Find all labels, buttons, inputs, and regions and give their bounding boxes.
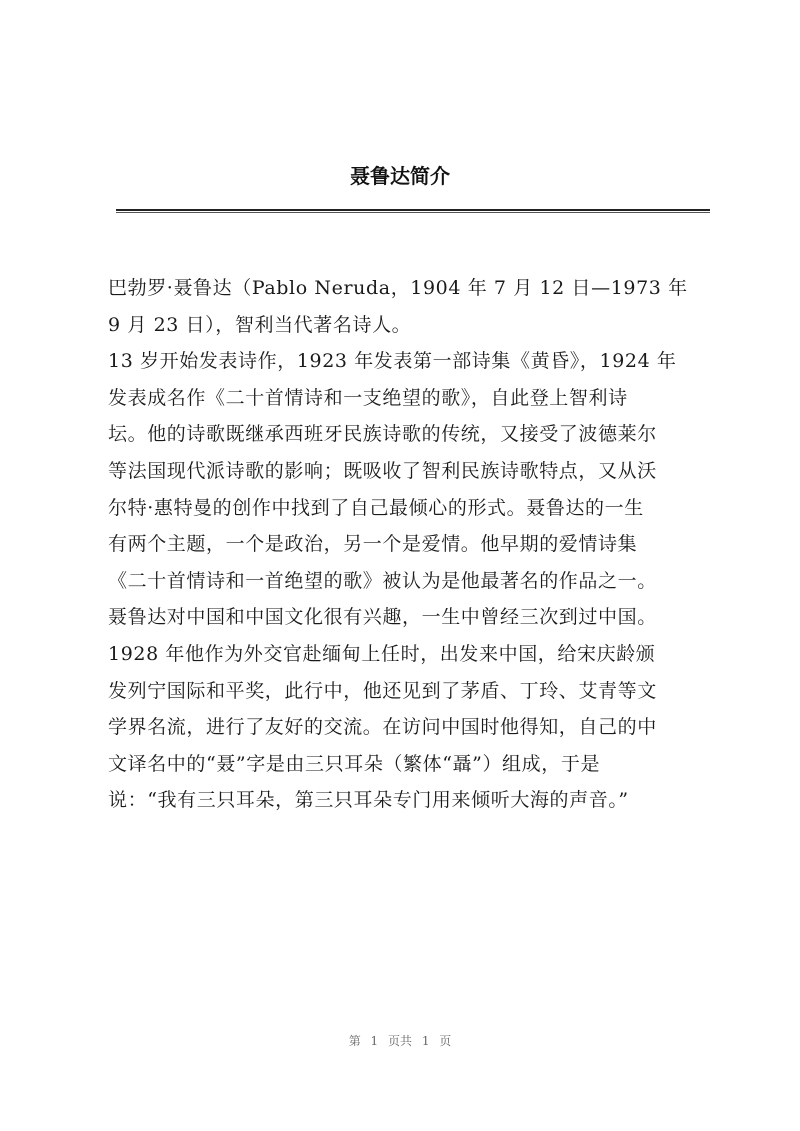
page-footer: 第 1 页共 1 页 [348, 1034, 452, 1048]
body-line: 1928 年他作为外交官赴缅甸上任时，出发来中国，给宋庆龄颁 [108, 642, 656, 665]
body-line: 聂鲁达对中国和中国文化很有兴趣，一生中曾经三次到过中国。 [108, 606, 657, 629]
body-line: 等法国现代派诗歌的影响；既吸收了智利民族诗歌特点，又从沃 [108, 459, 657, 482]
body-line: 坛。他的诗歌既继承西班牙民族诗歌的传统，又接受了波德莱尔 [108, 423, 657, 446]
document-body [108, 270, 714, 819]
body-line: 说：“我有三只耳朵，第三只耳朵专门用来倾听大海的声音。” [108, 789, 629, 812]
body-line: 发表成名作《二十首情诗和一支绝望的歌》，自此登上智利诗 [108, 386, 628, 409]
body-line: 9 月 23 日），智利当代著名诗人。 [108, 313, 412, 336]
document-title: 聂鲁达简介 [350, 164, 450, 188]
body-line: 13 岁开始发表诗作，1923 年发表第一部诗集《黄昏》，1924 年 [108, 350, 677, 373]
body-line: 学界名流，进行了友好的交流。在访问中国时他得知，自己的中 [108, 716, 657, 739]
body-line: 有两个主题，一个是政治，另一个是爱情。他早期的爱情诗集 [108, 533, 638, 556]
body-line: 巴勃罗·聂鲁达（Pablo Neruda，1904 年 7 月 12 日—1973 年 [108, 277, 688, 299]
body-line: 尔特·惠特曼的创作中找到了自己最倾心的形式。聂鲁达的一生 [108, 496, 644, 519]
body-line: 发列宁国际和平奖，此行中，他还见到了茅盾、丁玲、艾青等文 [108, 679, 657, 702]
body-line: 文译名中的“聂”字是由三只耳朵（繁体“聶”）组成，于是 [108, 752, 601, 775]
body-line: 《二十首情诗和一首绝望的歌》被认为是他最著名的作品之一。 [108, 569, 657, 592]
title-divider [116, 209, 710, 213]
